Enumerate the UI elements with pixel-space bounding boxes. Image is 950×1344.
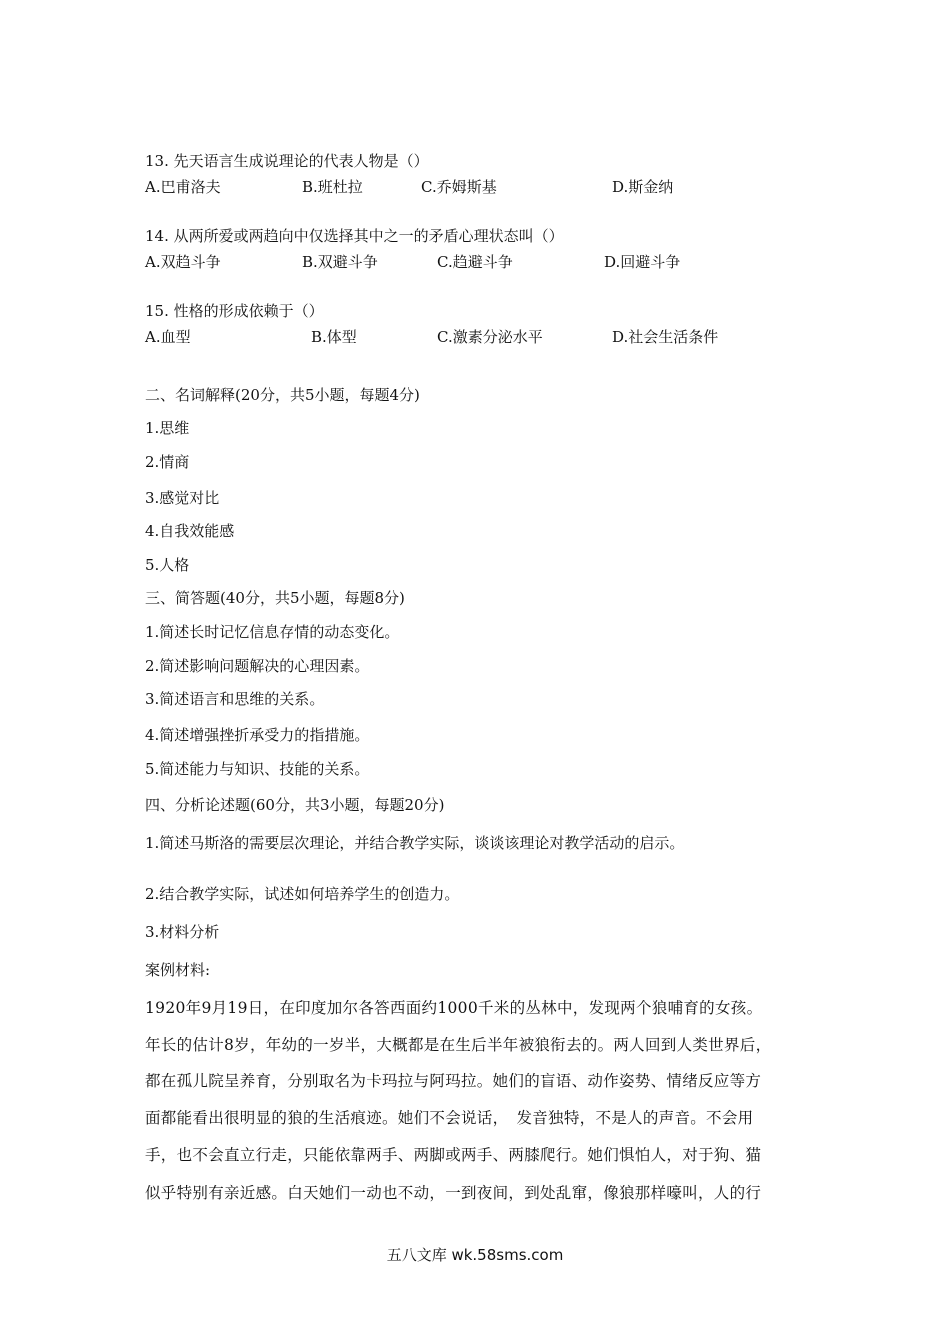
question-14-option-a: A.双趋斗争 — [145, 253, 221, 271]
section-2-item: 5.人格 — [145, 556, 190, 574]
question-13-option-a: A.巴甫洛夫 — [145, 178, 221, 196]
question-15-option-a: A.血型 — [145, 328, 191, 346]
case-paragraph-line: 1920年9月19日，在印度加尔各答西面约1000千米的丛林中，发现两个狼哺育的女孩。 — [145, 999, 763, 1017]
section-4-item: 1.简述马斯洛的需要层次理论，并结合教学实际，谈谈该理论对教学活动的启示。 — [145, 834, 685, 852]
question-14-option-d: D.回避斗争 — [604, 253, 681, 271]
case-paragraph-line: 似乎特别有亲近感。白天她们一动也不动，一到夜间，到处乱窜，像狼那样嚎叫，人的行 — [145, 1184, 762, 1202]
question-13-stem: 13. 先天语言生成说理论的代表人物是（） — [145, 152, 429, 170]
question-13-option-d: D.斯金纳 — [612, 178, 674, 196]
section-2-item: 2.情商 — [145, 453, 190, 471]
section-4-heading: 四、分析论述题(60分，共3小题，每题20分) — [145, 796, 445, 814]
section-2-heading: 二、名词解释(20分，共5小题，每题4分) — [145, 386, 420, 404]
question-15-stem: 15. 性格的形成依赖于（） — [145, 302, 324, 320]
section-3-item: 1.简述长时记忆信息存情的动态变化。 — [145, 623, 400, 641]
case-paragraph-line: 手，也不会直立行走，只能依靠两手、两脚或两手、两膝爬行。她们惧怕人，对于狗、猫 — [145, 1146, 762, 1164]
section-3-item: 3.简述语言和思维的关系。 — [145, 690, 325, 708]
section-4-item: 3.材料分析 — [145, 923, 220, 941]
case-paragraph-line: 面都能看出很明显的狼的生活痕迹。她们不会说话， 发音独特，不是人的声音。不会用 — [145, 1109, 754, 1127]
section-2-item: 3.感觉对比 — [145, 489, 220, 507]
section-4-item: 2.结合教学实际，试述如何培养学生的创造力。 — [145, 885, 460, 903]
section-3-heading: 三、简答题(40分，共5小题，每题8分) — [145, 589, 405, 607]
section-2-item: 4.自我效能感 — [145, 522, 235, 540]
case-material-label: 案例材料: — [145, 961, 211, 979]
question-13-option-b: B.班杜拉 — [302, 178, 363, 196]
section-3-item: 2.简述影响问题解决的心理因素。 — [145, 657, 370, 675]
section-3-item: 5.简述能力与知识、技能的关系。 — [145, 760, 370, 778]
footer-watermark: 五八文库 wk.58sms.com — [386, 1246, 564, 1264]
question-14-option-c: C.趋避斗争 — [437, 253, 513, 271]
case-paragraph-line: 都在孤儿院呈养育，分别取名为卡玛拉与阿玛拉。她们的盲语、动作姿势、情绪反应等方 — [145, 1072, 762, 1090]
section-2-item: 1.思维 — [145, 419, 190, 437]
question-15-option-b: B.体型 — [311, 328, 357, 346]
question-15-option-c: C.激素分泌水平 — [437, 328, 543, 346]
section-3-item: 4.简述增强挫折承受力的指措施。 — [145, 726, 370, 744]
question-14-option-b: B.双避斗争 — [302, 253, 378, 271]
question-15-option-d: D.社会生活条件 — [612, 328, 719, 346]
question-13-option-c: C.乔姆斯基 — [421, 178, 497, 196]
case-paragraph-line: 年长的估计8岁，年幼的一岁半，大概都是在生后半年被狼衔去的。两人回到人类世界后， — [145, 1036, 772, 1054]
question-14-stem: 14. 从两所爱或两趋向中仅选择其中之一的矛盾心理状态叫（） — [145, 227, 564, 245]
